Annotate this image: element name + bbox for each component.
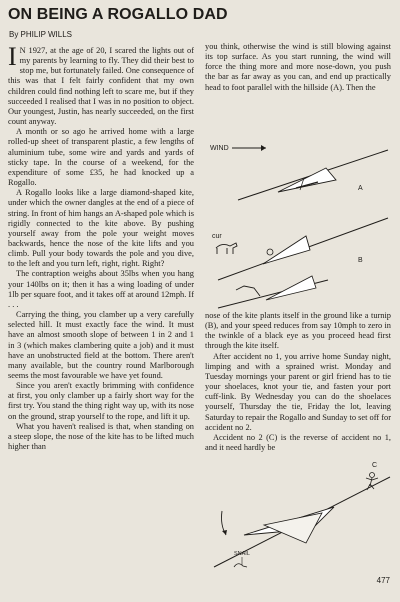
right-column-top	[205, 42, 391, 142]
paragraph: A month or so ago he arrived home with a large rolled-up sheet of transparent plastic, a few lengths of aluminium tube, some wire and yards and yards of sticky tape. In the course of a weekend, for the expenditure of some £35, he had knocked up a Rogallo.	[8, 127, 194, 188]
paragraph: I N 1927, at the age of 20, I scared the lights out of my parents by learning to fly. They did their best to stop me, but fortunately failed. One consequence of this was that I felt fairly confident that my own children could find nothing left to scare me, but if they succeeded I realised that I was in no position to object. Our youngest, Justin, has nearly succeeded, on the first count anyway.	[8, 46, 194, 127]
paragraph: you think, otherwise the wind is still blowing against its top surface. As you start running, the wind will force the thing more and more nose-down, you push the bar as far away as you can, and end up practically head to foot parallel with the hillside (A). Then the	[205, 42, 391, 92]
article-byline: By PHILIP WILLS	[9, 30, 72, 39]
paragraph: Since you aren't exactly brimming with confidence at first, you only clamber up a fairly short way for the first try. You stand the thing right way up, with its nose on the ground, strap yourself to the rope, and lift it up.	[8, 381, 194, 421]
paragraph: Carrying the thing, you clamber up a very carefully selected hill. It must exactly face the wind. It must have an almost smooth slope of between 1 in 2 and 1 in 3 (which makes clambering quite a job) and it must have an unobstructed field at the bottom. There aren't many available, but the country round Marlborough seems the most favourable we have yet found.	[8, 310, 194, 380]
small-dog	[236, 286, 260, 296]
paragraph: After accident no 1, you arrive home Sunday night, limping and with a sprained wrist. Monday and Tuesday mornings your parent or girl friend has to tie your shoelaces, knot your tie, and fasten your port cuff-link. By Wednesday you can do the shoelaces yourself, Thursday the tie, Friday the lot, leaving Saturday to repair the Rogallo and Sunday to set off for accident no 2.	[205, 351, 391, 432]
kite-b	[263, 236, 310, 264]
paragraph: Accident no 2 (C) is the reverse of accident no 1, and it need hardly be	[205, 432, 391, 453]
kite-wreck	[266, 276, 316, 300]
label-b: B	[358, 257, 363, 264]
paragraph: A Rogallo looks like a large diamond-shaped kite, under which the owner dangles at the end of a piece of string. In front of him hangs an A-shaped pole which is rigidly connected to the kite above. By pushing yourself away from the pole your weight moves backwards, hence the nose of the kite lifts and you climb. Pull your body towards the pole and you dive, to the left and you turn left, right, right. Right?	[8, 188, 194, 269]
illustration-a-b	[208, 140, 394, 312]
paragraph: What you haven't realised is that, when standing on a steep slope, the nose of the kite has to be lifted much higher than	[8, 421, 194, 452]
illustration-c	[204, 455, 394, 575]
left-column	[8, 46, 194, 598]
kite-a	[278, 168, 336, 192]
right-column-middle	[205, 311, 391, 461]
paragraph: nose of the kite plants itself in the ground like a turnip (B), and your speed reduces from say 10mph to zero in the twinkle of a black eye as you proceed head first through the kite itself.	[205, 311, 391, 351]
page-number: 477	[376, 576, 390, 585]
article-title: ON BEING A ROGALLO DAD	[8, 6, 228, 23]
snail-label: SNAIL	[234, 551, 250, 557]
dog-label: cur	[212, 233, 222, 240]
drop-cap: I	[8, 46, 17, 71]
dog-drawing	[216, 243, 237, 254]
wind-label: WIND	[210, 145, 229, 152]
paragraph: The contraption weighs about 35lbs when you hang your 140lbs on it; then it has a wing loading of under 1lb per square foot, and it takes off at around 12mph. If . . .	[8, 269, 194, 309]
snail-drawing	[234, 564, 247, 567]
label-a: A	[358, 185, 363, 192]
label-c: C	[372, 462, 378, 469]
